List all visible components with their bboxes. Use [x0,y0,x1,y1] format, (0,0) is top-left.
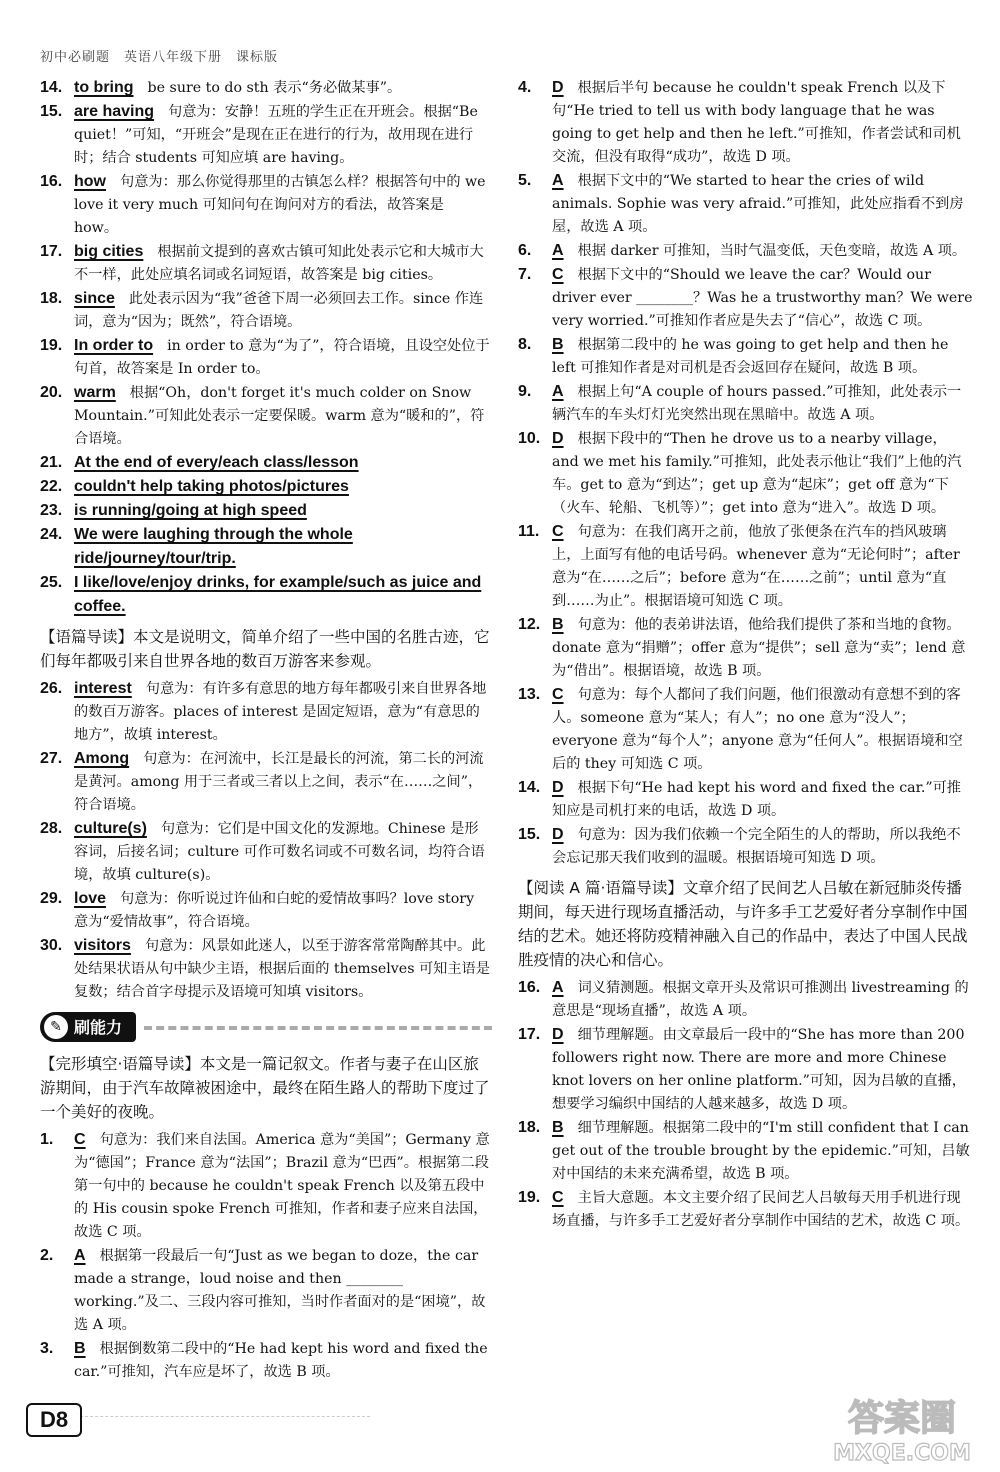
explanation-text: 句意为：他的表弟讲法语，他给我们提供了茶和当地的食物。donate 意为“捐赠”；offer 意为“提供”；sell 意为“卖”；lend 意为“借出”。根据语境，故选 B 项。 [552,617,966,679]
answer-text: interest [74,680,132,697]
question-number: 15. [518,826,541,843]
explanation-text: 根据第二段中的 he was going to get help and then he left 可推知作者是对司机是否会返回存在疑问，故选 B 项。 [552,337,949,376]
question-number: 11. [518,523,540,540]
answer-text: B [552,336,564,353]
answer-text: are having [74,103,155,120]
question-number: 8. [518,336,532,353]
answer-item [40,523,492,571]
question-number: 24. [40,526,63,543]
watermark-logo [812,1388,992,1468]
explanation-text: 句意为：因为我们依赖一个完全陌生的人的帮助，所以我绝不会忘记那天我们收到的温暖。根据语境可知选 D 项。 [552,827,961,866]
explanation-text: 根据后半句 because he couldn't speak French 以及下句“He tried to tell us with body language that he was going to get help and then he left.”可推知，作者尝试和司机交流，但没有取得“成功”，故选 D 项。 [552,80,961,165]
answer-text: couldn't help taking photos/pictures [74,478,349,495]
explanation-text: 细节理解题。由文章最后一段中的“She has more than 200 followers right now. There are more and more Chinese knot lovers on her online platform.”可知，因为吕敏的直播，想要学习编织中国结的人越来越多，故选 D 项。 [552,1027,966,1112]
answer-text: big cities [74,243,144,260]
answer-item [40,499,492,523]
question-number: 16. [40,173,63,190]
explanation-text: 词义猜测题。根据文章开头及常识可推测出 livestreaming 的意思是“现场直播”，故选 A 项。 [552,980,969,1019]
answer-text: A [552,172,564,189]
explanation-text: 根据“Oh，don't forget it's much colder on Snow Mountain.”可知此处表示一定要保暖。warm 意为“暖和的”，符合语境。 [74,385,485,447]
answer-item [518,380,973,427]
answer-text: I like/love/enjoy drinks, for example/such as juice and coffee. [74,574,482,615]
reading-guide-3: 【阅读 A 篇·语篇导读】文章介绍了民间艺人吕敏在新冠肺炎传播期间，每天进行现场直播活动，与许多手工艺爱好者分享制作中国结的艺术。她还将防疫精神融入自己的作品中，表达了中国人民战胜疫情的决心和信心。 [518,879,968,969]
answer-text: C [552,266,564,283]
question-number: 19. [40,337,63,354]
reading-guide-2: 【完形填空·语篇导读】本文是一篇记叙文。作者与妻子在山区旅游期间，由于汽车故障被困途中，最终在陌生路人的帮助下度过了一个美好的夜晚。 [40,1055,490,1121]
answer-item [518,333,973,380]
explanation-text: in order to 意为“为了”，符合语境，且设空处位于句首，故答案是 In order to。 [74,338,490,377]
question-number: 3. [40,1340,54,1357]
answer-item [518,427,973,520]
question-number: 25. [40,574,63,591]
banner-divider [144,1026,492,1030]
question-number: 17. [40,243,63,260]
answer-text: At the end of every/each class/lesson [74,454,359,471]
answer-text: D [552,779,564,796]
question-number: 10. [518,430,541,447]
explanation-text: 句意为：每个人都问了我们问题，他们很激动有意想不到的客人。someone 意为“某人；有人”；no one 意为“没人”；everyone 意为“每个人”；anyone 意为“任何人”。根据语境和空后的 they 可知选 C 项。 [552,687,963,772]
answer-item [40,170,492,240]
answer-text: A [552,242,564,259]
answer-item [518,776,973,823]
answer-item [40,240,492,287]
answer-list-reading [518,976,973,1233]
answer-item [40,76,492,100]
left-column [40,76,492,1384]
page-header: 初中必刷题 英语八年级下册 课标版 [40,50,279,65]
question-number: 4. [518,79,532,96]
answer-text: visitors [74,937,131,954]
answer-item [40,287,492,334]
explanation-text: 根据下文中的“Should we leave the car？Would our driver ever ________？Was he a trustworthy man？We were very worried.”可推知作者应是失去了“信心”，故选 C 项。 [552,267,973,329]
answer-text: how [74,173,106,190]
question-number: 17. [518,1026,541,1043]
question-number: 18. [518,1119,541,1136]
answer-item [40,1337,492,1384]
answer-item [40,1128,492,1244]
question-number: 9. [518,383,532,400]
answer-text: is running/going at high speed [74,502,307,519]
explanation-text: 根据倒数第二段中的“He had kept his word and fixed the car.”可推知，汽车应是坏了，故选 B 项。 [74,1341,488,1380]
explanation-text: 根据第一段最后一句“Just as we began to doze，the car made a strange，loud noise and then ________ working.”及二、三段内容可推知，当时作者面对的是“困境”，故选 A 项。 [74,1248,486,1333]
explanation-text: 句意为：我们来自法国。America 意为“美国”；Germany 意为“德国”；France 意为“法国”；Brazil 意为“巴西”。根据第二段第一句中的 because he couldn't speak French 以及第五段中的 His cousin spoke French 可推知，作者和妻子应来自法国，故选 C 项。 [74,1132,490,1240]
explanation-text: 根据 darker 可推知，当时气温变低，天色变暗，故选 A 项。 [577,243,967,259]
explanation-text: 句意为：那么你觉得那里的古镇怎么样？根据答句中的 we love it very much 可知问句在询问对方的看法，故答案是 how。 [74,174,486,236]
question-number: 12. [518,616,541,633]
answer-item [40,571,492,619]
explanation-text: 句意为：你听说过许仙和白蛇的爱情故事吗？love story 意为“爱情故事”，符合语境。 [74,891,475,930]
page-number: D8 [26,1403,82,1437]
answer-text: B [552,1119,564,1136]
answer-text: B [74,1340,86,1357]
answer-text: C [74,1131,86,1148]
question-number: 21. [40,454,63,471]
section-badge-label: 刷能力 [74,1018,123,1037]
answer-text: C [552,686,564,703]
answer-item [518,1023,973,1116]
question-number: 2. [40,1247,54,1264]
pen-icon: ✎ [44,1015,68,1039]
answer-text: B [552,616,564,633]
answer-text: Among [74,750,130,767]
answer-text: warm [74,384,116,401]
answer-text: A [552,383,564,400]
question-number: 28. [40,820,63,837]
question-number: 18. [40,290,63,307]
reading-guide-1: 【语篇导读】本文是说明文，简单介绍了一些中国的名胜古迹，它们每年都吸引来自世界各地的数百万游客来参观。 [40,628,490,670]
answer-item [518,169,973,239]
answer-list-cloze [40,1128,492,1384]
question-number: 29. [40,890,63,907]
answer-text: We were laughing through the whole ride/journey/tour/trip. [74,526,353,567]
explanation-text: 此处表示因为“我”爸爸下周一必须回去工作。since 作连词，意为“因为；既然”，符合语境。 [74,291,484,330]
watermark-url: MXQE.COM [833,1441,971,1466]
question-number: 16. [518,979,541,996]
answer-text: A [552,979,564,996]
explanation-text: 句意为：风景如此迷人，以至于游客常常陶醉其中。此处结果状语从句中缺少主语，根据后面的 themselves 可知主语是复数；结合首字母提示及语境可知填 visitors。 [74,938,490,1000]
question-number: 14. [40,79,63,96]
explanation-text: be sure to do sth 表示“务必做某事”。 [147,80,402,96]
answer-item [40,747,492,817]
explanation-text: 根据下段中的“Then he drove us to a nearby village，and we met his family.”可推知，此处表示他让“我们”上他的汽车。get to 意为“到达”；get up 意为“起床”；get off 意为“下（火车、轮船、飞机等）”；get into 意为“进入”。故选 D 项。 [552,431,962,516]
answer-text: D [552,79,564,96]
answer-item [518,976,973,1023]
watermark-text: 答案圈 [847,1398,957,1439]
answer-item [40,817,492,887]
answer-item [40,677,492,747]
answer-list-cloze-continued [518,76,973,870]
answer-item [518,1116,973,1186]
answer-item [40,1244,492,1337]
answer-text: since [74,290,115,307]
question-number: 22. [40,478,63,495]
answer-text: A [74,1247,86,1264]
answer-text: love [74,890,107,907]
question-number: 13. [518,686,541,703]
footer-divider [70,1416,370,1417]
answer-item [40,334,492,381]
answer-list-vocabulary [40,76,492,619]
answer-text: C [552,1189,564,1206]
section-banner [40,1010,492,1046]
answer-item [40,475,492,499]
question-number: 14. [518,779,541,796]
explanation-text: 根据前文提到的喜欢古镇可知此处表示它和大城市大不一样，此处应填名词或名词短语，故答案是 big cities。 [74,244,484,283]
answer-item [40,934,492,1004]
question-number: 26. [40,680,63,697]
explanation-text: 句意为：在我们离开之前，他放了张便条在汽车的挡风玻璃上，上面写有他的电话号码。whenever 意为“无论何时”；after 意为“在……之后”；before 意为“在……之前”；until 意为“直到……为止”。根据语境可知选 C 项。 [552,524,960,609]
question-number: 1. [40,1131,54,1148]
question-number: 6. [518,242,532,259]
answer-item [40,451,492,475]
question-number: 20. [40,384,63,401]
answer-text: D [552,826,564,843]
question-number: 30. [40,937,63,954]
answer-item [40,381,492,451]
answer-item [518,520,973,613]
answer-item [518,76,973,169]
explanation-text: 句意为：它们是中国文化的发源地。Chinese 是形容词，后接名词；culture 可作可数名词或不可数名词，均符合语境，故填 culture(s)。 [74,821,485,883]
explanation-text: 根据上句“A couple of hours passed.”可推知，此处表示一辆汽车的车头灯灯光突然出现在黑暗中。故选 A 项。 [552,384,962,423]
question-number: 27. [40,750,63,767]
answer-item [518,613,973,683]
explanation-text: 根据下文中的“We started to hear the cries of wild animals. Sophie was very afraid.”可推知，此处应指看不到房屋，故选 A 项。 [552,173,964,235]
explanation-text: 根据下句“He had kept his word and fixed the car.”可推知应是司机打来的电话，故选 D 项。 [552,780,961,819]
right-column [518,76,973,1233]
answer-item [518,823,973,870]
explanation-text: 句意为：在河流中，长江是最长的河流，第二长的河流是黄河。among 用于三者或三者以上之间，表示“在……之间”，符合语境。 [74,751,484,813]
question-number: 5. [518,172,532,189]
answer-list-passage [40,677,492,1004]
answer-item [518,239,973,263]
answer-item [518,1186,973,1233]
question-number: 7. [518,266,532,283]
explanation-text: 句意为：有许多有意思的地方每年都吸引来自世界各地的数百万游客。places of interest 是固定短语，意为“有意思的地方”，故填 interest。 [74,681,487,743]
answer-text: to bring [74,79,134,96]
answer-text: D [552,1026,564,1043]
answer-item [40,100,492,170]
explanation-text: 主旨大意题。本文主要介绍了民间艺人吕敏每天用手机进行现场直播，与许多手工艺爱好者分享制作中国结的艺术，故选 C 项。 [552,1190,970,1229]
answer-text: culture(s) [74,820,147,837]
answer-text: C [552,523,564,540]
answer-text: D [552,430,564,447]
section-badge [40,1012,136,1042]
answer-item [518,683,973,776]
question-number: 19. [518,1189,541,1206]
question-number: 15. [40,103,63,120]
explanation-text: 句意为：安静！五班的学生正在开班会。根据“Be quiet！”可知，“开班会”是现在正在进行的行为，故用现在进行时；结合 students 可知应填 are having。 [74,104,478,166]
answer-text: In order to [74,337,154,354]
answer-item [518,263,973,333]
question-number: 23. [40,502,63,519]
explanation-text: 细节理解题。根据第二段中的“I'm still confident that I can get out of the trouble brought by the epidemic.”可知，吕敏对中国结的未来充满希望，故选 B 项。 [552,1120,970,1182]
answer-item [40,887,492,934]
